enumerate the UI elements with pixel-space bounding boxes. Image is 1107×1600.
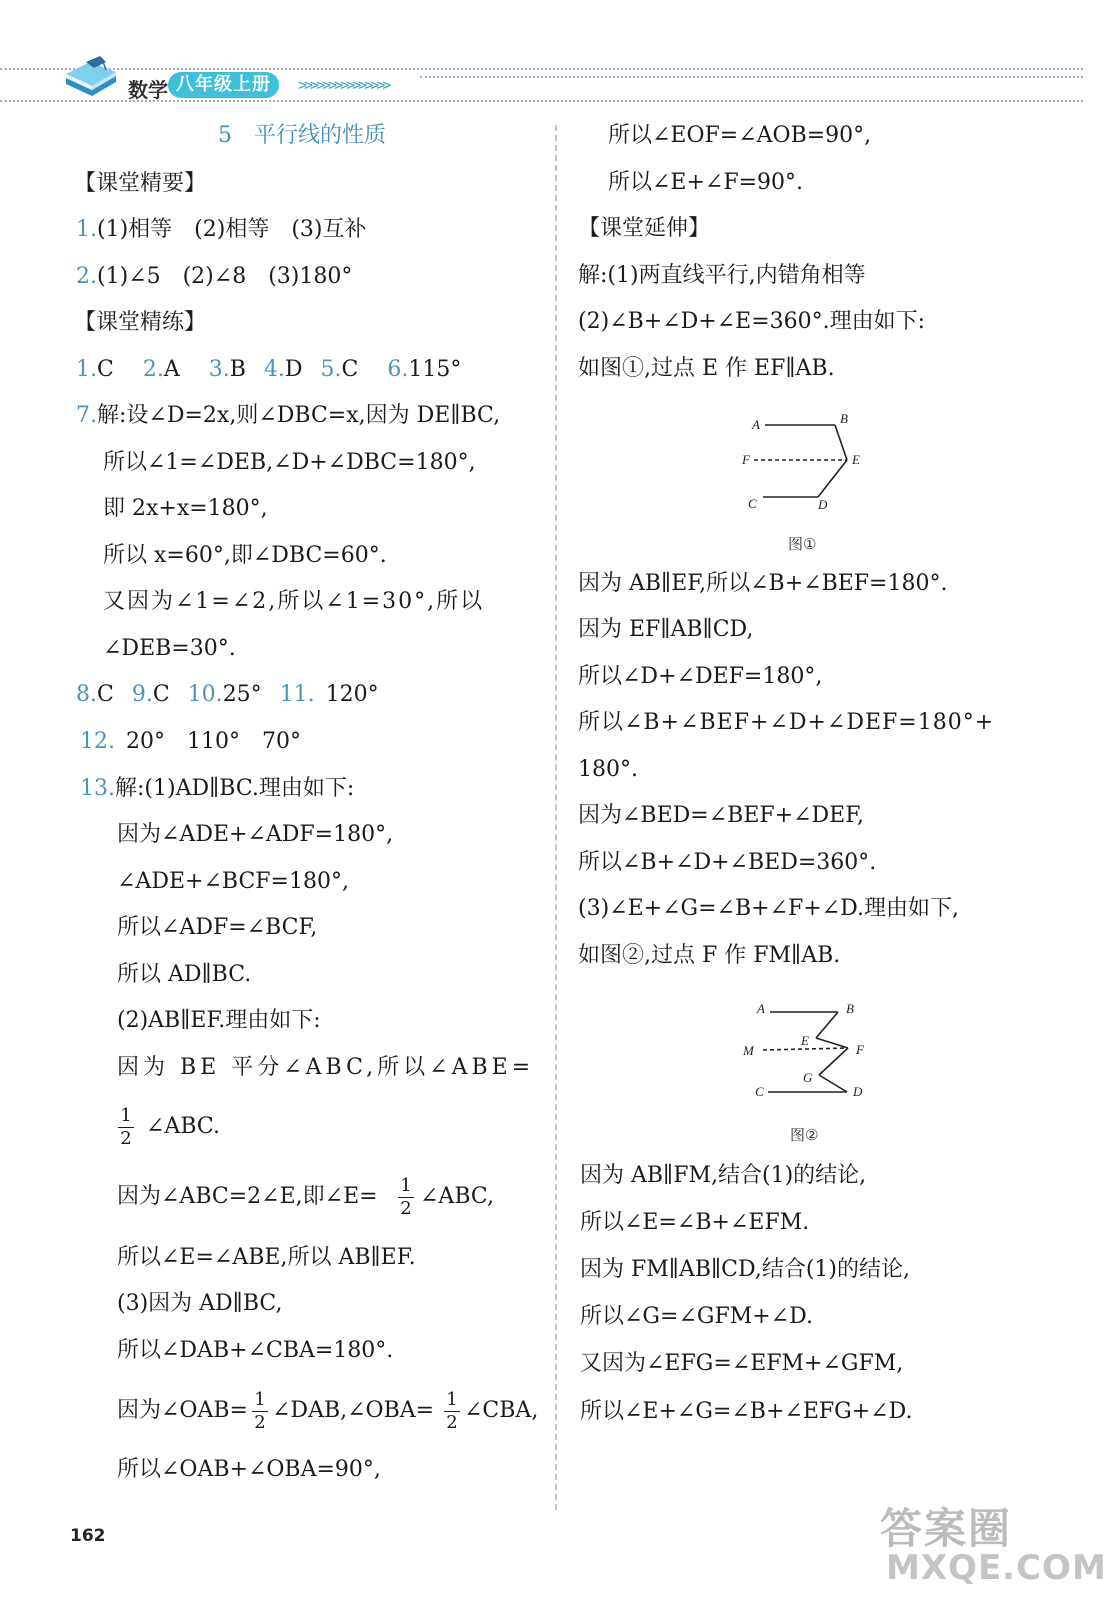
answer-text: (1)相等 (2)相等 (3)互补 <box>97 217 367 242</box>
fraction-denominator: 2 <box>120 1128 132 1149</box>
question-number: 6. <box>387 357 409 382</box>
solution-line: 如图②,过点 F 作 FM∥AB. <box>578 943 841 968</box>
solution-line: 所以∠1=∠DEB,∠D+∠DBC=180°, <box>103 450 476 475</box>
solution-line: (3)因为 AD∥BC, <box>117 1291 283 1316</box>
solution-line: 又因为∠EFG=∠EFM+∠GFM, <box>580 1351 904 1376</box>
answer-text: C <box>152 682 170 707</box>
page-header <box>0 0 1083 110</box>
solution-line <box>80 774 354 804</box>
fraction-denominator: 2 <box>254 1412 266 1433</box>
point-label: B <box>846 1001 854 1016</box>
fraction-numerator: 1 <box>120 1105 132 1126</box>
point-label: A <box>757 1001 765 1016</box>
solution-line: 即 2x+x=180°, <box>103 496 268 521</box>
point-label: E <box>852 452 860 467</box>
answer-row <box>76 680 379 710</box>
solution-line: 所以∠OAB+∠OBA=90°, <box>117 1457 381 1482</box>
answer-text: A <box>163 357 180 382</box>
watermark-logo: 答案圈 <box>880 1504 1013 1553</box>
point-label: A <box>752 417 760 432</box>
solution-line: ∠ABC. <box>146 1114 220 1139</box>
solution-line: (2)AB∥EF.理由如下: <box>117 1008 321 1033</box>
solution-line: 解:(1)两直线平行,内错角相等 <box>578 263 866 288</box>
point-label: G <box>803 1070 813 1085</box>
fraction-numerator: 1 <box>400 1175 412 1196</box>
figure-1-caption: 图① <box>788 535 817 553</box>
line-ed <box>818 460 847 497</box>
solution-line: 因为 AB∥EF,所以∠B+∠BEF=180°. <box>578 571 948 596</box>
header-arrows: >>>>>>>>>>>>>>> <box>298 76 389 94</box>
line-ef <box>816 1038 848 1048</box>
solution-line: 因为∠ABC=2∠E,即∠E= <box>117 1184 378 1209</box>
question-number: 4. <box>263 357 285 382</box>
point-label: M <box>743 1043 754 1058</box>
point-label: C <box>755 1084 764 1099</box>
solution-line: ∠CBA, <box>464 1398 539 1423</box>
column-divider <box>555 125 557 1510</box>
question-number: 11. <box>279 682 315 707</box>
answer-text: (1)∠5 (2)∠8 (3)180° <box>97 264 353 289</box>
solution-line: 所以∠EOF=∠AOB=90°, <box>608 123 872 148</box>
point-label: F <box>742 452 750 467</box>
solution-text: 解:设∠D=2x,则∠DBC=x,因为 DE∥BC, <box>97 403 501 428</box>
answer-text: C <box>97 682 114 707</box>
question-number: 2. <box>142 357 164 382</box>
page-number: 162 <box>70 1526 106 1546</box>
point-label: D <box>818 497 828 512</box>
answer-text: D <box>284 357 303 382</box>
solution-line <box>76 401 500 431</box>
fraction-numerator: 1 <box>446 1389 458 1410</box>
solution-line: 如图①,过点 E 作 EF∥AB. <box>578 356 835 381</box>
solution-line: ∠DAB,∠OBA= <box>272 1398 435 1423</box>
solution-line: 因为 BE 平分∠ABC,所以∠ABE= <box>117 1055 535 1080</box>
answer-text: 115° <box>408 357 462 382</box>
question-number: 10. <box>187 682 223 707</box>
solution-line: 所以∠B+∠BEF+∠D+∠DEF=180°+ <box>578 710 995 735</box>
figure-2-diagram <box>735 995 880 1110</box>
question-number: 9. <box>131 682 153 707</box>
line-fg <box>819 1048 848 1075</box>
section-number: 5 <box>218 123 232 148</box>
solution-line: 因为∠BED=∠BEF+∠DEF, <box>578 803 865 828</box>
solution-line: 180°. <box>578 757 638 782</box>
solution-line: 所以∠E=∠ABE,所以 AB∥EF. <box>117 1245 416 1270</box>
solution-line: ∠ABC, <box>420 1184 494 1209</box>
question-number: 7. <box>76 403 97 428</box>
fraction-half <box>252 1390 268 1433</box>
header-dotted-rule <box>420 76 1083 78</box>
answer-text: B <box>229 357 246 382</box>
solution-line: (3)∠E+∠G=∠B+∠F+∠D.理由如下, <box>578 896 959 921</box>
subject-label: 数学 <box>128 78 168 102</box>
question-number: 2. <box>76 264 97 289</box>
figure-2-caption: 图② <box>790 1126 819 1144</box>
solution-line: ∠ADE+∠BCF=180°, <box>117 869 349 894</box>
point-label: B <box>840 411 848 426</box>
answer-text: 25° <box>222 682 262 707</box>
question-number: 12. <box>80 729 115 754</box>
point-label: F <box>856 1042 864 1057</box>
solution-line: 所以∠E+∠G=∠B+∠EFG+∠D. <box>580 1399 913 1424</box>
solution-line: 所以∠E+∠F=90°. <box>608 170 804 195</box>
point-label: D <box>853 1084 863 1099</box>
fraction-denominator: 2 <box>400 1198 412 1219</box>
answer-row <box>76 355 461 385</box>
answer-text: C <box>341 357 359 382</box>
header-dotted-rule <box>0 68 1083 70</box>
solution-line: 因为∠ADE+∠ADF=180°, <box>117 822 394 847</box>
line-be <box>816 1012 838 1038</box>
section-heading <box>218 121 386 151</box>
solution-line: 因为 AB∥FM,结合(1)的结论, <box>580 1163 867 1188</box>
solution-line: (2)∠B+∠D+∠E=360°.理由如下: <box>578 309 926 334</box>
solution-line: 所以∠B+∠D+∠BED=360°. <box>578 850 877 875</box>
fraction-half <box>444 1390 460 1433</box>
point-label: E <box>801 1033 809 1048</box>
answer-line <box>80 727 301 757</box>
heading-class-extension: 【课堂延伸】 <box>578 216 711 241</box>
point-label: C <box>748 496 757 511</box>
answer-text: 120° <box>325 682 379 707</box>
book-icon <box>62 50 120 96</box>
watermark-url: MXQE.COM <box>886 1548 1107 1588</box>
fraction-half <box>118 1106 134 1149</box>
solution-line: 所以∠E=∠B+∠EFM. <box>580 1210 810 1235</box>
solution-text: 解:(1)AD∥BC.理由如下: <box>115 776 355 801</box>
question-number: 1. <box>76 357 97 382</box>
solution-line: 所以∠G=∠GFM+∠D. <box>580 1304 813 1329</box>
answer-text: C <box>97 357 114 382</box>
fraction-half <box>398 1176 414 1219</box>
answer-text: 20° 110° 70° <box>126 729 301 754</box>
fraction-denominator: 2 <box>446 1412 458 1433</box>
answer-line <box>76 215 367 245</box>
heading-class-practice: 【课堂精练】 <box>74 310 207 335</box>
section-title: 平行线的性质 <box>254 123 387 148</box>
solution-line: ∠DEB=30°. <box>103 636 236 661</box>
question-number: 1. <box>76 217 97 242</box>
solution-line: 又因为∠1=∠2,所以∠1=30°,所以 <box>103 589 485 614</box>
solution-line: 因为 EF∥AB∥CD, <box>578 617 754 642</box>
line-fm-dashed <box>763 1048 848 1050</box>
solution-line: 所以∠ADF=∠BCF, <box>117 915 318 940</box>
question-number: 5. <box>320 357 342 382</box>
grade-badge: 八年级上册 <box>168 72 279 98</box>
solution-line: 所以 x=60°,即∠DBC=60°. <box>103 543 387 568</box>
question-number: 13. <box>80 776 115 801</box>
solution-line: 因为∠OAB= <box>117 1398 248 1423</box>
question-number: 3. <box>208 357 230 382</box>
question-number: 8. <box>76 682 97 707</box>
solution-line: 所以∠D+∠DEF=180°, <box>578 664 823 689</box>
heading-class-essentials: 【课堂精要】 <box>74 171 207 196</box>
solution-line: 所以 AD∥BC. <box>117 962 252 987</box>
line-gd <box>819 1075 847 1092</box>
figure-1-diagram <box>730 405 880 520</box>
line-be <box>835 425 847 460</box>
answer-line <box>76 262 352 292</box>
solution-line: 所以∠DAB+∠CBA=180°. <box>117 1338 394 1363</box>
solution-line: 因为 FM∥AB∥CD,结合(1)的结论, <box>580 1257 911 1282</box>
fraction-numerator: 1 <box>254 1389 266 1410</box>
